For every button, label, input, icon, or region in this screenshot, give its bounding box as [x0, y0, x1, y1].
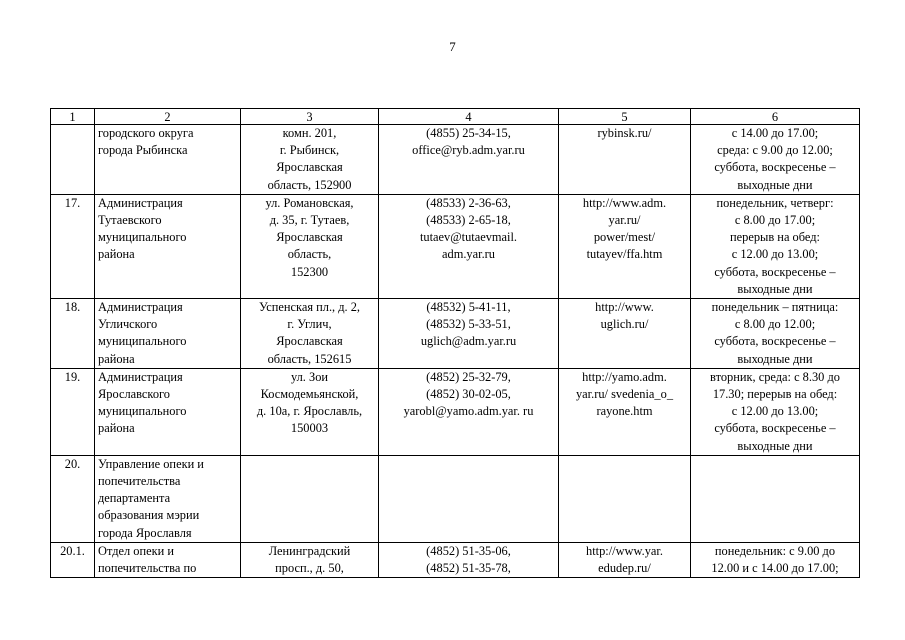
- cell-line: с 14.00 до 17.00;: [731, 126, 819, 140]
- cell-line: Администрация: [98, 195, 183, 210]
- cell-line: попечительства по: [98, 561, 197, 576]
- working-hours-cell: [691, 368, 860, 455]
- cell-line: Администрация: [98, 300, 183, 315]
- cell-line: http://www.: [595, 300, 654, 315]
- cell-line: (4852) 51-35-78,: [426, 561, 511, 576]
- cell-line: муниципального: [98, 230, 187, 245]
- cell-line: 12.00 и с 14.00 до 17.00;: [711, 561, 839, 576]
- header-cell: 5: [559, 109, 691, 125]
- website-cell: [559, 194, 691, 298]
- address-cell: [241, 542, 379, 577]
- cell-line: Угличского: [98, 317, 158, 332]
- cell-line: (4855) 25-34-15,: [426, 126, 511, 140]
- cell-line: района: [98, 421, 135, 436]
- cell-line: Администрация: [98, 369, 183, 384]
- table-row: [51, 455, 860, 542]
- header-cell: 3: [241, 109, 379, 125]
- working-hours-cell: [691, 125, 860, 195]
- website-cell: [559, 368, 691, 455]
- cell-line: Космодемьянской,: [260, 387, 359, 402]
- address-cell: [241, 299, 379, 369]
- cell-line: power/mest/: [593, 230, 656, 245]
- cell-line: района: [98, 351, 135, 366]
- table-row: [51, 368, 860, 455]
- cell-line: yarobl@yamo.adm.yar. ru: [403, 404, 534, 419]
- cell-line: понедельник, четверг:: [716, 195, 834, 210]
- cell-line: http://www.yar.: [586, 543, 663, 558]
- cell-line: суббота, воскресенье –: [714, 160, 836, 175]
- contacts-cell: [379, 542, 559, 577]
- cell-line: область, 152900: [267, 177, 352, 192]
- row-number-cell: 17.: [51, 194, 95, 298]
- cell-line: yar.ru/: [608, 213, 641, 228]
- cell-line: (4852) 25-32-79,: [426, 369, 511, 384]
- cell-line: с 12.00 до 13.00;: [731, 404, 819, 419]
- cell-line: adm.yar.ru: [442, 247, 495, 262]
- cell-line: tutayev/ffa.htm: [586, 247, 663, 262]
- organizations-table: [50, 108, 860, 578]
- organization-name-cell: [95, 455, 241, 542]
- cell-line: Ленинградский: [268, 543, 351, 558]
- table-header-row: [51, 109, 860, 125]
- website-cell: [559, 455, 691, 542]
- cell-line: (48532) 5-33-51,: [426, 317, 511, 332]
- cell-line: Ярославская: [276, 334, 343, 349]
- website-cell: [559, 125, 691, 195]
- cell-line: http://yamo.adm.: [582, 369, 667, 384]
- working-hours-cell: [691, 455, 860, 542]
- organization-name-cell: [95, 368, 241, 455]
- cell-line: Ярославская: [276, 230, 343, 245]
- cell-line: Ярославская: [276, 160, 343, 175]
- address-cell: [241, 455, 379, 542]
- cell-line: попечительства: [98, 474, 181, 489]
- header-cell: 6: [691, 109, 860, 125]
- address-cell: [241, 368, 379, 455]
- contacts-cell: [379, 125, 559, 195]
- cell-line: (4852) 51-35-06,: [426, 543, 511, 558]
- cell-line: выходные дни: [737, 351, 813, 366]
- cell-line: ул. Романовская,: [265, 195, 354, 210]
- row-number-cell: 20.: [51, 455, 95, 542]
- cell-line: (48532) 5-41-11,: [426, 300, 511, 315]
- cell-line: суббота, воскресенье –: [714, 264, 836, 279]
- cell-line: с 8.00 до 17.00;: [734, 213, 816, 228]
- address-cell: [241, 125, 379, 195]
- working-hours-cell: [691, 194, 860, 298]
- cell-line: понедельник – пятница:: [711, 300, 839, 315]
- cell-line: Управление опеки и: [98, 456, 204, 471]
- cell-line: выходные дни: [737, 177, 813, 192]
- cell-line: Отдел опеки и: [98, 543, 174, 558]
- cell-line: д. 10а, г. Ярославль,: [256, 404, 363, 419]
- organization-name-cell: [95, 299, 241, 369]
- cell-line: суббота, воскресенье –: [714, 334, 836, 349]
- cell-line: города Ярославля: [98, 525, 192, 540]
- cell-line: (4852) 30-02-05,: [426, 387, 511, 402]
- cell-line: среда: с 9.00 до 12.00;: [717, 143, 833, 158]
- cell-line: городского округа: [98, 126, 194, 140]
- cell-line: с 12.00 до 13.00;: [731, 247, 819, 262]
- header-cell: 2: [95, 109, 241, 125]
- contacts-cell: [379, 194, 559, 298]
- contacts-cell: [379, 299, 559, 369]
- cell-line: uglich.ru/: [600, 317, 649, 332]
- cell-line: rybinsk.ru/: [597, 126, 652, 140]
- cell-line: 150003: [290, 421, 329, 436]
- cell-line: департамента: [98, 491, 171, 506]
- cell-line: г. Рыбинск,: [279, 143, 340, 158]
- working-hours-cell: [691, 542, 860, 577]
- row-number-cell: 18.: [51, 299, 95, 369]
- cell-line: 152300: [290, 264, 329, 279]
- cell-line: муниципального: [98, 334, 187, 349]
- table-row: [51, 542, 860, 577]
- cell-line: района: [98, 247, 135, 262]
- cell-line: ул. Зои: [290, 369, 329, 384]
- table-row: [51, 299, 860, 369]
- organization-name-cell: [95, 194, 241, 298]
- cell-line: http://www.adm.: [582, 195, 667, 210]
- cell-line: г. Углич,: [287, 317, 332, 332]
- organization-name-cell: [95, 125, 241, 195]
- table-row: [51, 125, 860, 195]
- cell-line: (48533) 2-36-63,: [426, 195, 511, 210]
- contacts-cell: [379, 368, 559, 455]
- cell-line: edudep.ru/: [598, 561, 651, 576]
- header-cell: 1: [51, 109, 95, 125]
- cell-line: yar.ru/ svedenia_o_: [575, 387, 674, 402]
- address-cell: [241, 194, 379, 298]
- table-row: [51, 194, 860, 298]
- cell-line: выходные дни: [737, 281, 813, 296]
- cell-line: суббота, воскресенье –: [714, 421, 836, 436]
- cell-line: понедельник: с 9.00 до: [714, 543, 836, 558]
- website-cell: [559, 542, 691, 577]
- cell-line: 17.30; перерыв на обед:: [712, 387, 838, 402]
- contacts-cell: [379, 455, 559, 542]
- cell-line: города Рыбинска: [98, 143, 188, 158]
- cell-line: выходные дни: [737, 438, 813, 453]
- row-number-cell: [51, 125, 95, 195]
- cell-line: область,: [287, 247, 332, 262]
- cell-line: Тутаевского: [98, 213, 162, 228]
- cell-line: rayone.htm: [596, 404, 653, 419]
- cell-line: вторник, среда: с 8.30 до: [710, 369, 840, 384]
- page-number: 7: [449, 39, 456, 54]
- cell-line: Ярославского: [98, 387, 170, 402]
- working-hours-cell: [691, 299, 860, 369]
- cell-line: просп., д. 50,: [275, 561, 344, 576]
- cell-line: с 8.00 до 12.00;: [734, 317, 816, 332]
- cell-line: office@ryb.adm.yar.ru: [412, 143, 525, 158]
- cell-line: Успенская пл., д. 2,: [258, 300, 361, 315]
- cell-line: область, 152615: [267, 351, 352, 366]
- cell-line: д. 35, г. Тутаев,: [269, 213, 350, 228]
- cell-line: комн. 201,: [282, 126, 337, 140]
- cell-line: (48533) 2-65-18,: [426, 213, 511, 228]
- cell-line: перерыв на обед:: [730, 230, 820, 245]
- cell-line: uglich@adm.yar.ru: [420, 334, 517, 349]
- cell-line: муниципального: [98, 404, 187, 419]
- website-cell: [559, 299, 691, 369]
- header-cell: 4: [379, 109, 559, 125]
- cell-line: tutaev@tutaevmail.: [419, 230, 518, 245]
- cell-line: образования мэрии: [98, 508, 200, 523]
- organization-name-cell: [95, 542, 241, 577]
- row-number-cell: 20.1.: [51, 542, 95, 577]
- row-number-cell: 19.: [51, 368, 95, 455]
